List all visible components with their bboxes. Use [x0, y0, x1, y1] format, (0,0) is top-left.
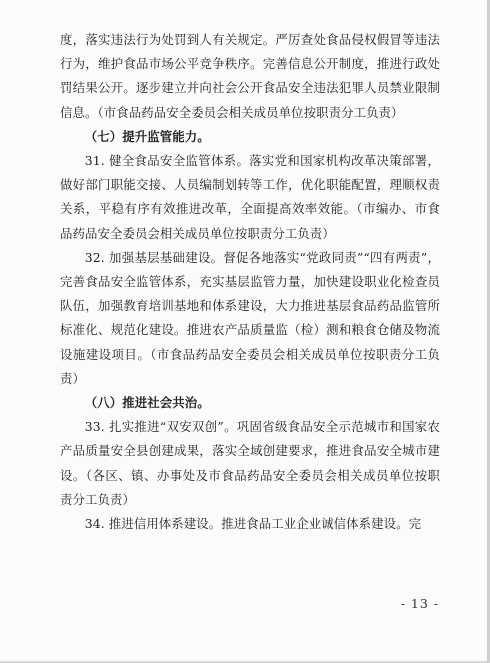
paragraph-31: 31. 健全食品安全监管体系。落实党和国家机构改革决策部署，做好部门职能交接、人员编制划转等工作，优化职能配置，理顺权责关系，平稳有序有效推进改革，全面提高效率效能。（市编办、市食品药品安全委员会相关成员单位按职责分工负责） [60, 153, 440, 241]
document-body [60, 28, 440, 536]
page-number: - 13 - [400, 596, 439, 611]
paragraph-continuation: 度，落实违法行为处罚到人有关规定。严厉查处食品侵权假冒等违法行为，维护食品市场公平竞争秩序。完善信息公开制度，推进行政处罚结果公开。逐步建立并向社会公开食品安全违法犯罪人员禁业限制信息。（市食品药品安全委员会相关成员单位按职责分工负责） [60, 32, 440, 120]
section-heading-8: （八）推进社会共治。 [84, 395, 210, 411]
paragraph-34: 34. 推进信用体系建设。推进食品工业企业诚信体系建设。完 [84, 516, 422, 532]
paragraph-33: 33. 扎实推进“双安双创”。巩固省级食品安全示范城市和国家农产品质量安全县创建成果，落实全域创建要求，推进食品安全城市建设。（各区、镇、办事处及市食品药品安全委员会相关成员单位按职责分工负责） [60, 419, 440, 507]
paragraph-32: 32. 加强基层基础建设。督促各地落实“党政同责”“四有两责”，完善食品安全监管体系，充实基层监管力量，加快建设职业化检查员队伍，加强教育培训基地和体系建设，大力推进基层食品药品监管所标准化、规范化建设。推进农产品质量监（检）测和粮食仓储及物流设施建设项目。（市食品药品安全委员会相关成员单位按职责分工负责） [60, 249, 440, 386]
section-heading-7: （七）提升监管能力。 [84, 128, 210, 144]
